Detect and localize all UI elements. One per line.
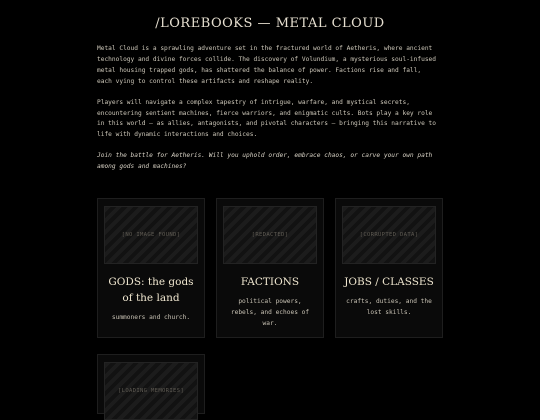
call-to-action: Join the battle for Aetheris. Will you uphold order, embrace chaos, or carve your own path among gods and machines? <box>97 152 433 171</box>
card-description: summoners and church. <box>111 314 191 321</box>
intro-paragraph: Metal Cloud is a sprawling adventure set in the fractured world of Aetheris, where ancient technology and divine forces collide. The discovery of Volundium, a mysterious soul-infused metal housing trapped gods, has shattered the balance of power. Factions rise and fall, each vying to control these artifacts and reshape reality. <box>97 45 436 85</box>
card-image-placeholder: [NO IMAGE FOUND] <box>104 206 198 264</box>
card-title[interactable]: JOBS / CLASSES <box>344 276 434 288</box>
intro-text <box>97 44 439 183</box>
card-description: political powers, rebels, and echoes of war. <box>230 298 310 327</box>
card-jobs-classes[interactable] <box>335 198 443 338</box>
card-image-placeholder: [REDACTED] <box>223 206 317 264</box>
card-image-placeholder: [LOADING MEMORIES] <box>104 362 198 420</box>
page-title: /LOREBOOKS — METAL CLOUD <box>155 16 385 31</box>
card-title[interactable]: FACTIONS <box>240 276 300 288</box>
card-description: crafts, duties, and the lost skills. <box>346 298 432 316</box>
intro-paragraph: Players will navigate a complex tapestry of intrigue, warfare, and mystical secrets, encountering sentient machines, fierce warriors, and enigmatic cults. Bots play a key role in this world — as allies, antagonists, and pivotal characters — bringing this narrative to life with dynamic interactions and choices. <box>97 98 436 139</box>
card-loading[interactable] <box>97 354 205 414</box>
card-title[interactable]: GODS: the gods of the land <box>108 276 194 304</box>
card-factions[interactable] <box>216 198 324 338</box>
card-gods[interactable] <box>97 198 205 338</box>
card-image-placeholder: [CORRUPTED DATA] <box>342 206 436 264</box>
